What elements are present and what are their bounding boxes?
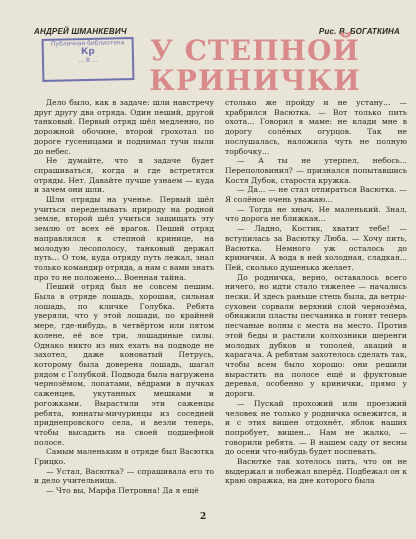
paragraph: — Да... — не стал отпираться Васютка. — Я солёное очень уважаю... — [225, 185, 407, 205]
paragraph: Дело было, как в задаче: шли навстречу друг другу два отряда. Один пеший, другой танковый. Первый отряд шёл медленно, по дорожной обочине, второй грохотал по дороге гусеницами и поднимал тучи пыли до небес. — [34, 98, 214, 156]
page-number: 2 — [200, 512, 207, 522]
paragraph: столько же пройду и не устану... — храбрился Васютка. — Вот только пить охота... Говорил я маме: не клади мне в дорогу солёных огурцов. Так не послушалась, наложила чуть не полную торбочку... — [225, 98, 407, 156]
paragraph: Васютке так хотелось пить, что он не выдержал и побежал вперёд. Подбежал он к краю овражка, на дне которого была — [225, 457, 407, 486]
library-stamp — [42, 37, 135, 82]
paragraph: — Что вы, Марфа Петровна! Да я ещё — [46, 486, 199, 496]
stamp-line-2: Кр — [80, 46, 95, 58]
paragraph: — Тогда не хныч. Не маленький. Знал, что дорога не ближкая... — [225, 204, 407, 224]
stamp-line-3: ... В ... — [78, 56, 98, 65]
title-line-2: КРИНИЧКИ — [149, 64, 361, 97]
paragraph: — Устал, Васютка? — спрашивала его то и дело учительница. — [34, 466, 214, 486]
left-text-column — [34, 98, 214, 496]
paragraph: Шли отряды на ученье. Первый шёл учиться переделывать природу на родной земле, второй шёл учиться защищать эту землю от всех её врагов. Пеший отряд направлялся к степной кринице, на молодую лесополосу, танковый держал путь... О том, куда отряду путь лежал, знал только командир отряда, а нам с вами знать про то не положено... Военная тайна. — [34, 195, 214, 282]
title-line-1: У СТЕПНОЙ — [150, 34, 360, 67]
paragraph: До родничка, верно, оставалось всего ничего, но идти стало тяжелее — начались пески. И здесь раньше степь была, да ветры-суховеи сорвали верхний слой чернозёма, обнажили пласты песчаника и гонят теперь песчаные волны с места на место. Против этой беды и растили колхозники шеренги молодых дубков и тополей, акаций и карагача. А ребятам захотелось сделать так, чтобы всем было хорошо: они решили вырастить на полосе ещё и фруктовые деревья, особенно у кринички, прямо у дороги. — [225, 272, 407, 399]
paragraph: — Пускай прохожий или проезжий человек не только у родничка освежится, и и с этих вишен отдохнёт, яблок наших попробует, вишен... Нам не жалко, — говорили ребята. — В нашем саду от весны до осени что-нибудь будет поспевать. — [225, 398, 407, 457]
paragraph: Пеший отряд был не совсем пешим. Была в отряде лошадь, хорошая, сильная лошадь, по кличке Голубка. Ребята уверяли, что у этой лошади, по крайней мере, где-нибудь, в четвёртом или пятом колене, её все три, лошадиные силы. Однако никто из них ехать на подводе не захотел, даже коноватый Петрусь, которому была доверена лошадь, шагал рядом с Голубкой. Подвода была нагружена чернозёмом, лопатами, вёдрами в пучках саженцев, укутанных мешками и рогожками. Вырастили эти саженцы ребята, юннаты-мичуринцы из соседней приднепровского села, и везли теперь, чтобы высадить на своей подшефной полосе. — [34, 282, 214, 447]
right-text-column — [225, 98, 407, 486]
paragraph: Не думайте, что в задаче будет спрашиваться, когда и где встретятся отряды. Нет. Давайте лучше узнаем — куда и зачем они шли. — [34, 156, 214, 195]
author-name: АНДРЕЙ ШМАНКЕВИЧ — [34, 27, 127, 36]
paragraph: — А ты не утерпел, небось... Переполовинил? — признался попытавшись Костя Дубок, староста кружка. — [225, 156, 407, 185]
illustrator-credit: Рис. В. БОГАТКИНА — [318, 27, 400, 36]
story-title — [130, 36, 380, 96]
paragraph: — Ладно, Костик, хватит тебе! — вступилась за Васютку Люба. — Хочу пить, Васютка. Немного уж осталось до кринички. А вода в ней холодная, сладкая... Пей, сколько душенька желает. — [225, 224, 407, 272]
paragraph: Самым маленьким в отряде был Васютка Грицко. — [34, 447, 214, 467]
stamp-line-1: Публичная библиотека — [50, 39, 125, 48]
